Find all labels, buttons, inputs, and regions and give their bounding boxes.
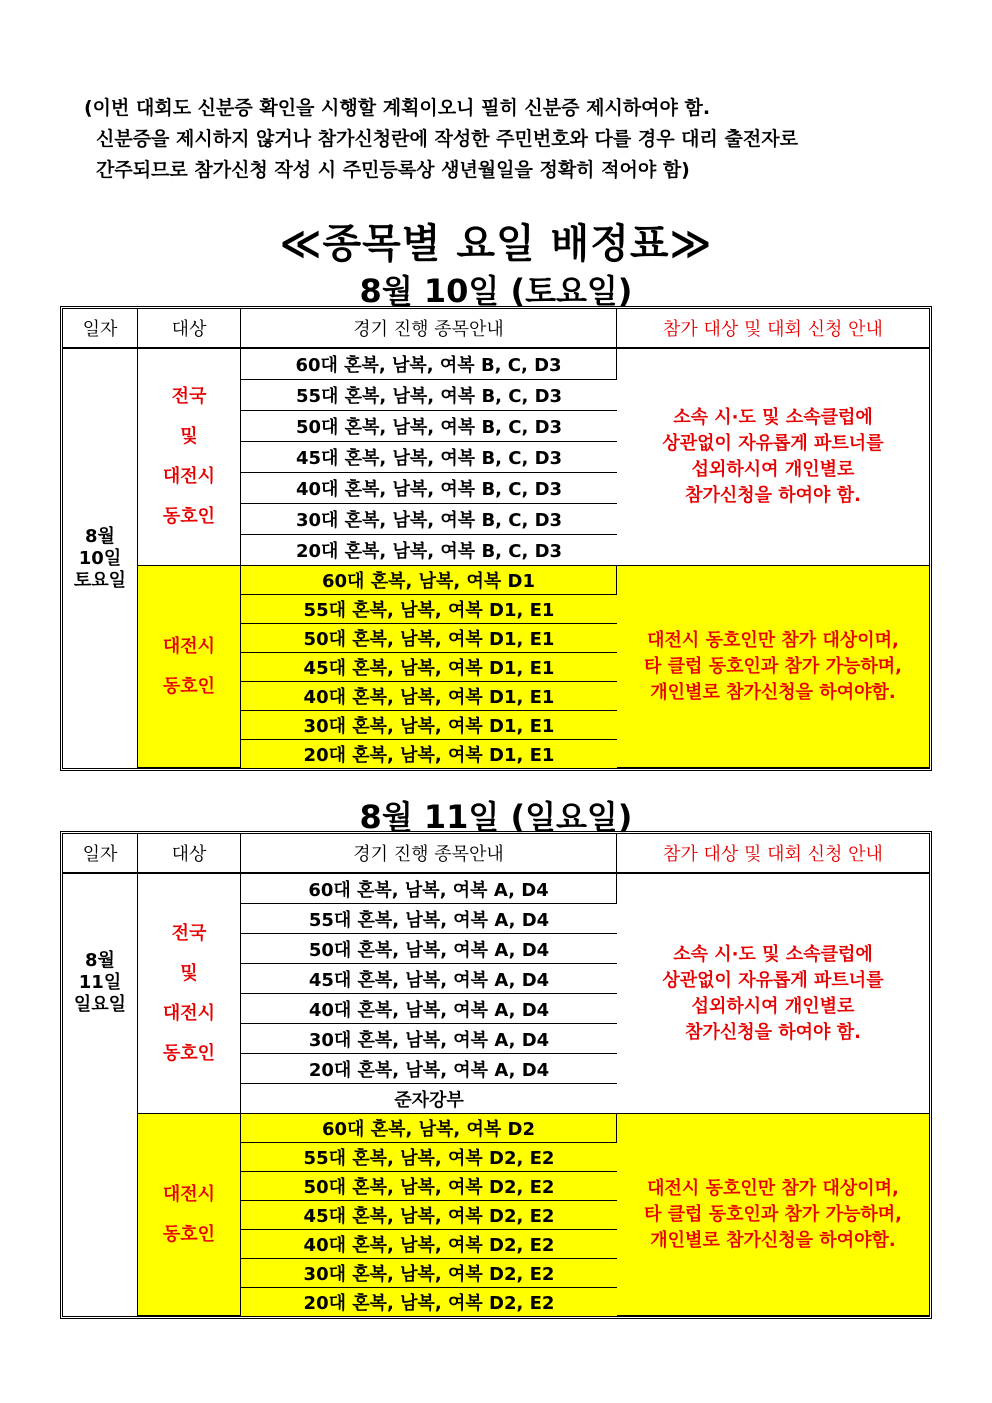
- event-cell: 20대 혼복, 남복, 여복 D1, E1: [241, 740, 617, 768]
- target-line: 동호인: [162, 675, 216, 697]
- notice-line-3: 간주되므로 참가신청 작성 시 주민등록상 생년월일을 정확히 적어야 함): [96, 159, 690, 181]
- date-line: 일요일: [73, 994, 127, 1015]
- guide-line: 대전시 동호인만 참가 대상이며,: [647, 629, 899, 651]
- event-cell: 60대 혼복, 남복, 여복 D1: [241, 566, 617, 595]
- guide-header: 참가 대상 및 대회 신청 안내: [617, 309, 929, 349]
- event-cell: 20대 혼복, 남복, 여복 B, C, D3: [241, 535, 617, 566]
- event-cell: 40대 혼복, 남복, 여복 B, C, D3: [241, 473, 617, 504]
- target-line: 동호인: [162, 1042, 216, 1064]
- event-cell: 40대 혼복, 남복, 여복 D1, E1: [241, 682, 617, 711]
- event-cell: 45대 혼복, 남복, 여복 B, C, D3: [241, 442, 617, 473]
- guide-line: 상관없이 자유롭게 파트너를: [662, 969, 884, 991]
- events-header: 경기 진행 종목안내: [241, 309, 617, 349]
- event-cell: 20대 혼복, 남복, 여복 D2, E2: [241, 1288, 617, 1316]
- day1-title: 8월 10일 (토요일): [359, 272, 633, 310]
- target-line: 전국: [171, 922, 207, 944]
- notice-line-1: (이번 대회도 신분증 확인을 시행할 계획이오니 필히 신분증 제시하여야 함.: [84, 97, 711, 119]
- day1-table-body: [63, 309, 929, 768]
- table-row: [63, 349, 929, 380]
- page-title: ≪종목별 요일 배정표≫: [279, 221, 713, 267]
- target-line: 대전시: [162, 635, 216, 657]
- event-cell: 50대 혼복, 남복, 여복 B, C, D3: [241, 411, 617, 442]
- event-cell: 55대 혼복, 남복, 여복 D2, E2: [241, 1143, 617, 1172]
- event-cell: 40대 혼복, 남복, 여복 D2, E2: [241, 1230, 617, 1259]
- event-cell: 20대 혼복, 남복, 여복 A, D4: [241, 1054, 617, 1084]
- day2-title: 8월 11일 (일요일): [359, 798, 633, 836]
- id-notice: [84, 93, 944, 186]
- guide-line: 개인별로 참가신청을 하여야함.: [650, 1229, 896, 1251]
- target-line: 대전시: [162, 466, 216, 487]
- target-line: 전국: [171, 386, 207, 407]
- header-row: [63, 309, 929, 349]
- target-header: 대상: [138, 309, 241, 349]
- guide-cell: [617, 874, 929, 1114]
- date-line: 토요일: [73, 569, 127, 591]
- guide-line: 참가신청을 하여야 함.: [685, 485, 861, 506]
- event-cell: 55대 혼복, 남복, 여복 A, D4: [241, 904, 617, 934]
- guide-header: 참가 대상 및 대회 신청 안내: [617, 834, 929, 874]
- event-cell: 60대 혼복, 남복, 여복 D2: [241, 1114, 617, 1143]
- date-header: 일자: [63, 834, 138, 874]
- event-cell: 60대 혼복, 남복, 여복 B, C, D3: [241, 349, 617, 380]
- guide-line: 소속 시·도 및 소속클럽에: [673, 943, 873, 965]
- event-cell: 50대 혼복, 남복, 여복 D2, E2: [241, 1172, 617, 1201]
- event-cell: 55대 혼복, 남복, 여복 B, C, D3: [241, 380, 617, 411]
- event-cell: 준자강부: [241, 1084, 617, 1114]
- day1-schedule-table: [60, 306, 932, 771]
- table-row: [63, 1114, 929, 1143]
- target-line: 동호인: [162, 1223, 216, 1245]
- event-cell: 45대 혼복, 남복, 여복 D1, E1: [241, 653, 617, 682]
- event-cell: 30대 혼복, 남복, 여복 A, D4: [241, 1024, 617, 1054]
- day2-table-body: [63, 834, 929, 1316]
- event-cell: 45대 혼복, 남복, 여복 D2, E2: [241, 1201, 617, 1230]
- table-row: [63, 874, 929, 904]
- guide-line: 타 클럽 동호인과 참가 가능하며,: [644, 1203, 902, 1225]
- guide-cell: [617, 566, 929, 768]
- target-line: 동호인: [162, 506, 216, 527]
- guide-line: 섭외하시여 개인별로: [691, 459, 855, 480]
- target-line: 대전시: [162, 1002, 216, 1024]
- event-cell: 55대 혼복, 남복, 여복 D1, E1: [241, 595, 617, 624]
- notice-line-2: 신분증을 제시하지 않거나 참가신청란에 작성한 주민번호와 다를 경우 대리 출전자로: [96, 128, 798, 150]
- event-cell: 50대 혼복, 남복, 여복 D1, E1: [241, 624, 617, 653]
- event-cell: 60대 혼복, 남복, 여복 A, D4: [241, 874, 617, 904]
- guide-line: 소속 시·도 및 소속클럽에: [673, 407, 873, 428]
- guide-line: 참가신청을 하여야 함.: [685, 1021, 861, 1043]
- target-cell: [138, 349, 241, 566]
- target-cell: [138, 1114, 241, 1316]
- day2-schedule-table: [60, 831, 932, 1319]
- event-cell: 40대 혼복, 남복, 여복 A, D4: [241, 994, 617, 1024]
- date-cell: [63, 349, 138, 768]
- events-header: 경기 진행 종목안내: [241, 834, 617, 874]
- target-line: 및: [180, 962, 198, 984]
- guide-cell: [617, 349, 929, 566]
- date-line: 10일: [78, 547, 122, 569]
- date-line: 11일: [78, 972, 122, 993]
- date-cell: [63, 874, 138, 1316]
- guide-cell: [617, 1114, 929, 1316]
- event-cell: 30대 혼복, 남복, 여복 D1, E1: [241, 711, 617, 740]
- date-line: 8월: [85, 525, 115, 547]
- target-cell: [138, 874, 241, 1114]
- guide-line: 개인별로 참가신청을 하여야함.: [650, 681, 896, 703]
- target-line: 및: [180, 426, 198, 447]
- event-cell: 30대 혼복, 남복, 여복 D2, E2: [241, 1259, 617, 1288]
- event-cell: 50대 혼복, 남복, 여복 A, D4: [241, 934, 617, 964]
- event-cell: 30대 혼복, 남복, 여복 B, C, D3: [241, 504, 617, 535]
- guide-line: 타 클럽 동호인과 참가 가능하며,: [644, 655, 902, 677]
- guide-line: 상관없이 자유롭게 파트너를: [662, 433, 884, 454]
- target-line: 대전시: [162, 1183, 216, 1205]
- date-line: 8월: [85, 950, 115, 971]
- header-row: [63, 834, 929, 874]
- table-row: [63, 566, 929, 595]
- guide-line: 대전시 동호인만 참가 대상이며,: [647, 1177, 899, 1199]
- target-cell: [138, 566, 241, 768]
- event-cell: 45대 혼복, 남복, 여복 A, D4: [241, 964, 617, 994]
- guide-line: 섭외하시여 개인별로: [691, 995, 855, 1017]
- target-header: 대상: [138, 834, 241, 874]
- date-header: 일자: [63, 309, 138, 349]
